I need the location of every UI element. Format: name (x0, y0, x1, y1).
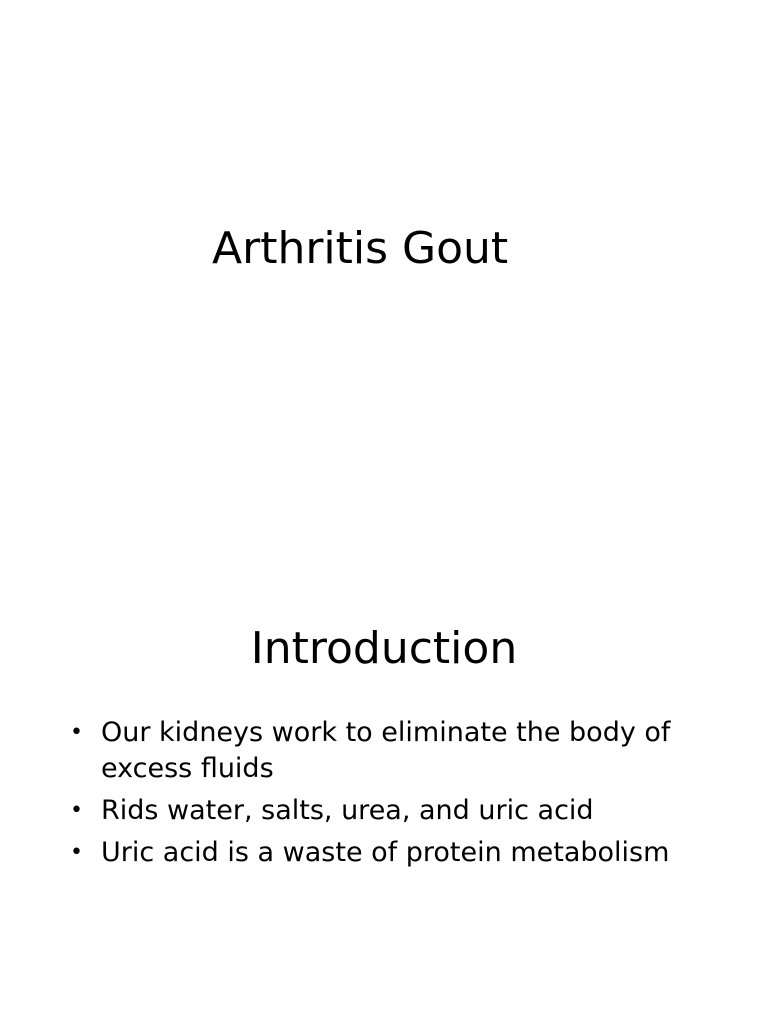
bullet-dot-icon: • (70, 840, 83, 865)
bullet-item (70, 835, 710, 871)
bullet-text: Uric acid is a waste of protein metabolism (101, 837, 670, 868)
slide-introduction (0, 512, 768, 1024)
bullet-list (70, 715, 710, 877)
introduction-heading: Introduction (250, 623, 518, 674)
bullet-item (70, 793, 710, 829)
bullet-item (70, 715, 710, 787)
bullet-text: Rids water, salts, urea, and uric acid (101, 795, 594, 826)
bullet-text: Our kidneys work to eliminate the body of excess fluids (101, 717, 671, 784)
bullet-dot-icon: • (70, 798, 83, 823)
slide-title-heading: Arthritis Gout (212, 223, 509, 274)
bullet-dot-icon: • (70, 720, 83, 745)
